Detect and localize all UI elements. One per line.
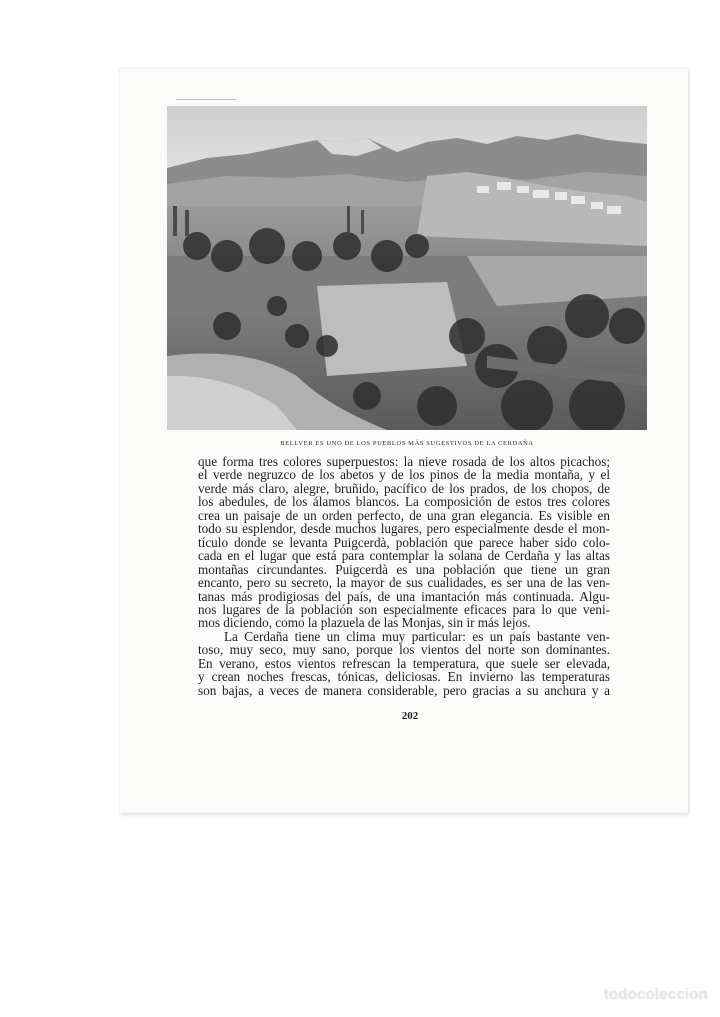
text-line: verde más claro, alegre, bruñido, pacífico de los prados, de los chopos, de (198, 480, 610, 496)
watermark-logo: todocoleccion (603, 986, 708, 1003)
photo-caption: BELLVER ES UNO DE LOS PUEBLOS MÁS SUGESTIVOS DE LA CERDAÑA (280, 440, 534, 447)
body-text (198, 455, 610, 697)
text-line: mos diciendo, como la plazuela de las Monjas, sin ir más lejos. (198, 615, 531, 631)
text-line: son bajas, a veces de manera considerable, pero gracias a su anchura y a (198, 682, 610, 698)
text-line: La Cerdaña tiene un clima muy particular: es un país bastante ven- (224, 628, 610, 644)
text-line: encanto, pero su secreto, la mayor de sus cualidades, es ser una de las ven- (198, 575, 610, 591)
text-line: toso, muy seco, muy sano, porque los vientos del norte son dominantes. (198, 642, 610, 658)
text-line: crea un paisaje de un orden perfecto, de una gran elegancia. Es visible en (198, 507, 610, 523)
text-line: cada en el lugar que está para contemplar la solana de Cerdaña y las altas (198, 548, 610, 564)
text-line: todo su esplendor, desde muchos lugares, pero especialmente desde el mon- (198, 521, 610, 537)
text-line: En verano, estos vientos refrescan la temperatura, que suele ser elevada, (198, 655, 610, 671)
text-line: montañas circundantes. Puigcerdà es una población que tiene un gran (198, 561, 610, 577)
text-line: el verde negruzco de los abetos y de los pinos de la media montaña, y el (198, 467, 610, 483)
text-line: tículo donde se levanta Puigcerdà, población que parece haber sido colo- (198, 534, 610, 550)
text-line: y crean noches frescas, tónicas, deliciosas. En invierno las temperaturas (198, 669, 610, 685)
text-line: los abedules, de los álamos blancos. La composición de estos tres colores (198, 494, 610, 510)
text-line: que forma tres colores superpuestos: la nieve rosada de los altos picachos; (198, 454, 610, 469)
page-number: 202 (401, 710, 419, 722)
landscape-photo (167, 106, 647, 430)
text-line: nos lugares de la población son especialmente eficaces para lo que veni- (198, 601, 610, 617)
page-rule (176, 99, 236, 100)
text-line: tanas más prodigiosas del país, de una imantación más continuada. Algu- (198, 588, 610, 604)
